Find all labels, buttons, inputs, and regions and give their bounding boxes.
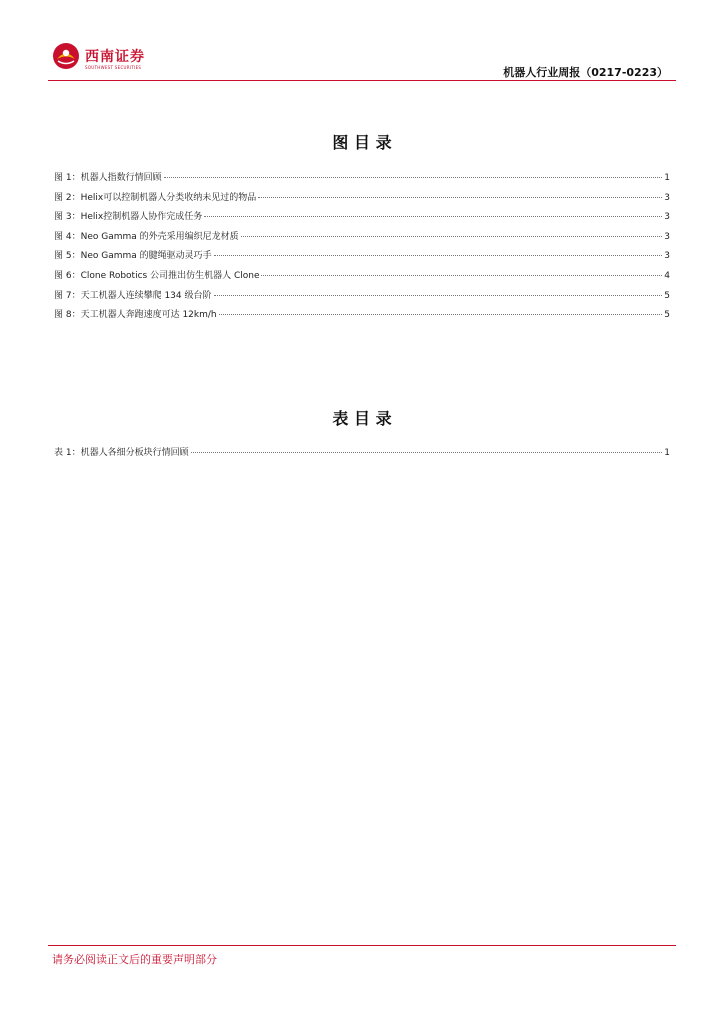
dot-leader [191, 452, 663, 453]
footer-divider [48, 945, 676, 946]
dot-leader [261, 275, 662, 276]
disclaimer-note: 请务必阅读正文后的重要声明部分 [52, 953, 217, 966]
toc-entry[interactable] [54, 170, 670, 190]
toc-entry-label: 图 2：Helix可以控制机器人分类收纳未见过的物品 [54, 192, 257, 203]
logo-chinese-name: 西南证券 [85, 49, 145, 65]
dot-leader [219, 314, 663, 315]
toc-entry-page: 1 [664, 448, 670, 458]
toc-entry-label: 图 1：机器人指数行情回顾 [54, 173, 162, 183]
tables-toc-list [54, 445, 670, 465]
toc-entry-page: 3 [664, 251, 670, 262]
report-title: 机器人行业周报（0217-0223） [503, 66, 668, 79]
toc-entry-page: 1 [664, 173, 670, 183]
logo-english-name: SOUTHWEST SECURITIES [85, 65, 142, 70]
figures-toc-heading: 图 目 录 [332, 133, 392, 152]
toc-entry[interactable] [54, 288, 670, 308]
company-logo [52, 42, 162, 76]
tables-toc-heading: 表 目 录 [332, 409, 392, 428]
dot-leader [258, 197, 662, 198]
company-logo-icon [52, 42, 80, 70]
toc-entry-page: 3 [664, 192, 670, 203]
dot-leader [214, 255, 663, 256]
toc-entry-label: 图 7：天工机器人连续攀爬 134 级台阶 [54, 290, 212, 301]
toc-entry-page: 4 [664, 270, 670, 281]
toc-entry[interactable] [54, 248, 670, 268]
toc-entry-label: 图 6：Clone Robotics 公司推出仿生机器人 Clone [54, 270, 260, 281]
toc-entry[interactable] [54, 229, 670, 249]
toc-entry-page: 3 [664, 231, 670, 242]
toc-entry-page: 3 [664, 212, 670, 223]
toc-entry[interactable] [54, 209, 670, 229]
toc-entry[interactable] [54, 445, 670, 465]
dot-leader [214, 295, 663, 296]
toc-entry-page: 5 [664, 290, 670, 301]
toc-entry[interactable] [54, 190, 670, 210]
dot-leader [204, 216, 662, 217]
toc-entry-label: 图 5：Neo Gamma 的腱绳驱动灵巧手 [54, 251, 212, 262]
toc-entry[interactable] [54, 307, 670, 327]
toc-entry-page: 5 [664, 310, 670, 321]
toc-entry-label: 图 4：Neo Gamma 的外壳采用编织尼龙材质 [54, 231, 239, 242]
dot-leader [241, 236, 663, 237]
toc-entry-label: 图 8：天工机器人奔跑速度可达 12km/h [54, 310, 217, 321]
toc-entry-label: 表 1：机器人各细分板块行情回顾 [54, 448, 189, 458]
toc-entry-label: 图 3：Helix控制机器人协作完成任务 [54, 212, 203, 223]
dot-leader [164, 177, 663, 178]
figures-toc-list [54, 170, 670, 327]
toc-entry[interactable] [54, 268, 670, 288]
header-divider [48, 80, 676, 81]
